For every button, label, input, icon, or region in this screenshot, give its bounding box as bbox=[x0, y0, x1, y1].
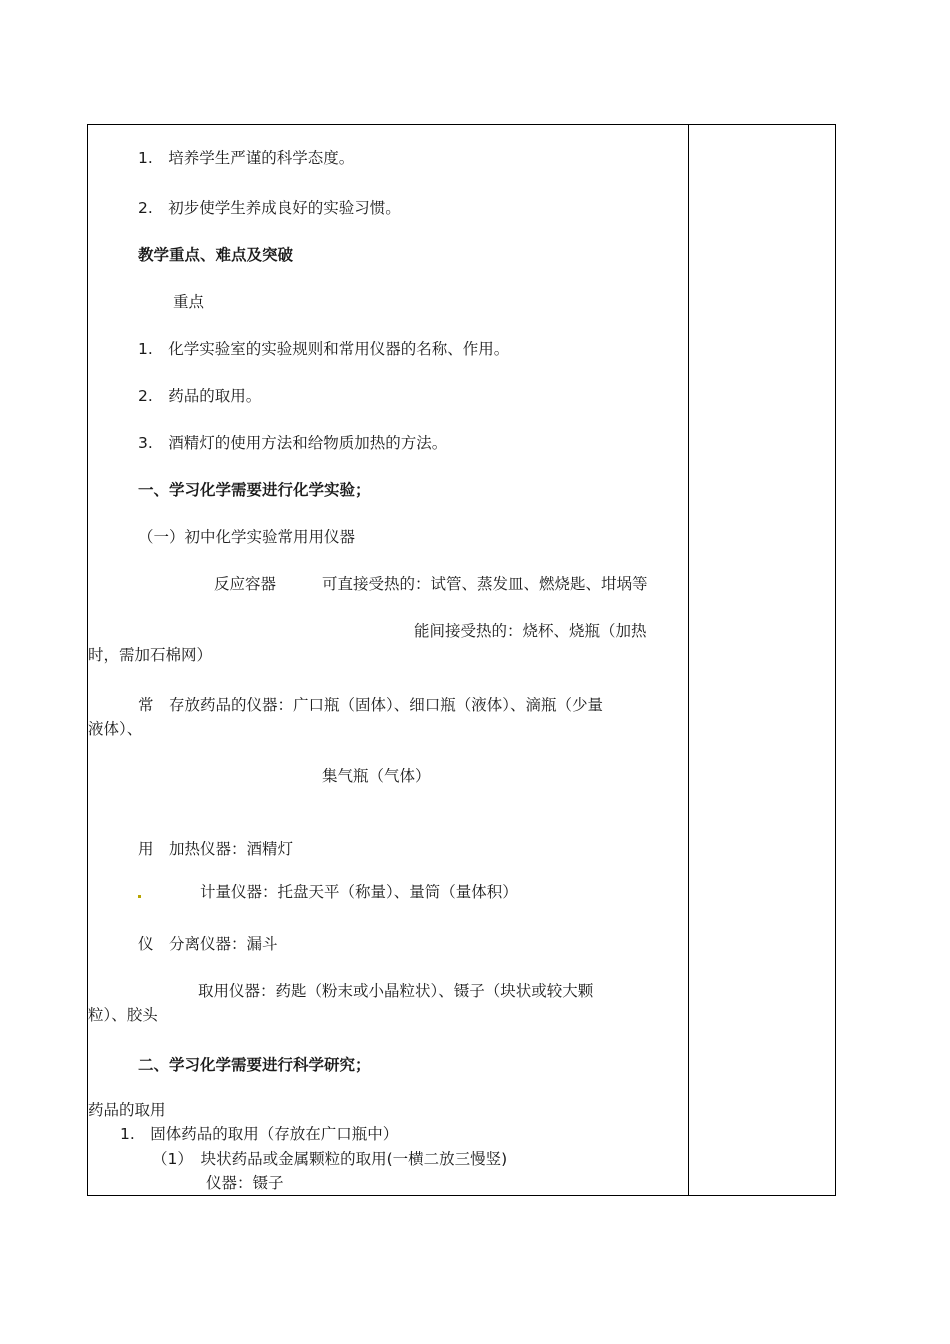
block-drug-taking: （1） 块状药品或金属颗粒的取用(一横二放三慢竖) bbox=[152, 1150, 508, 1168]
heating-instrument: 用 加热仪器：酒精灯 bbox=[138, 840, 294, 858]
column-divider bbox=[688, 125, 689, 1195]
section-heading-1: 一、学习化学需要进行化学实验； bbox=[138, 481, 371, 499]
lesson-table bbox=[87, 124, 836, 1196]
measuring-instrument: 计量仪器：托盘天平（称量）、量筒（量体积） bbox=[200, 883, 518, 901]
separating-instrument: 仪 分离仪器：漏斗 bbox=[138, 935, 278, 953]
taking-instrument-cont: 粒）、胶头 bbox=[88, 1006, 158, 1024]
reaction-vessel-label: 反应容器 bbox=[214, 575, 277, 593]
objective-1: 1. 培养学生严谨的科学态度。 bbox=[138, 149, 355, 167]
direct-heat-text: 可直接受热的：试管、蒸发皿、燃烧匙、坩埚等 bbox=[322, 575, 648, 593]
indirect-heat-text: 能间接受热的：烧杯、烧瓶（加热 bbox=[414, 622, 647, 640]
drug-taking-heading: 药品的取用 bbox=[88, 1101, 166, 1119]
key-point-1: 1. 化学实验室的实验规则和常用仪器的名称、作用。 bbox=[138, 340, 510, 358]
gas-bottle-text: 集气瓶（气体） bbox=[322, 767, 431, 785]
taking-instrument: 取用仪器：药匙（粉末或小晶粒状）、镊子（块状或较大颗 bbox=[198, 982, 594, 1000]
storage-instruments: 常 存放药品的仪器：广口瓶（固体）、细口瓶（液体）、滴瓶（少量 bbox=[138, 696, 604, 714]
bullet-dot bbox=[138, 895, 141, 898]
subheading-key: 重点 bbox=[173, 293, 205, 311]
storage-instruments-cont: 液体）、 bbox=[88, 720, 143, 738]
solid-drug-taking: 1. 固体药品的取用（存放在广口瓶中） bbox=[120, 1125, 399, 1143]
objective-2: 2. 初步使学生养成良好的实验习惯。 bbox=[138, 199, 401, 217]
key-point-3: 3. 酒精灯的使用方法和给物质加热的方法。 bbox=[138, 434, 448, 452]
section-heading-key-points: 教学重点、难点及突破 bbox=[138, 246, 294, 264]
indirect-heat-text-cont: 时，需加石棉网） bbox=[88, 646, 213, 664]
key-point-2: 2. 药品的取用。 bbox=[138, 387, 262, 405]
section-heading-2: 二、学习化学需要进行科学研究； bbox=[138, 1056, 371, 1074]
subsection-1: （一）初中化学实验常用用仪器 bbox=[138, 528, 356, 546]
instrument-tweezers: 仪器：镊子 bbox=[206, 1174, 284, 1192]
